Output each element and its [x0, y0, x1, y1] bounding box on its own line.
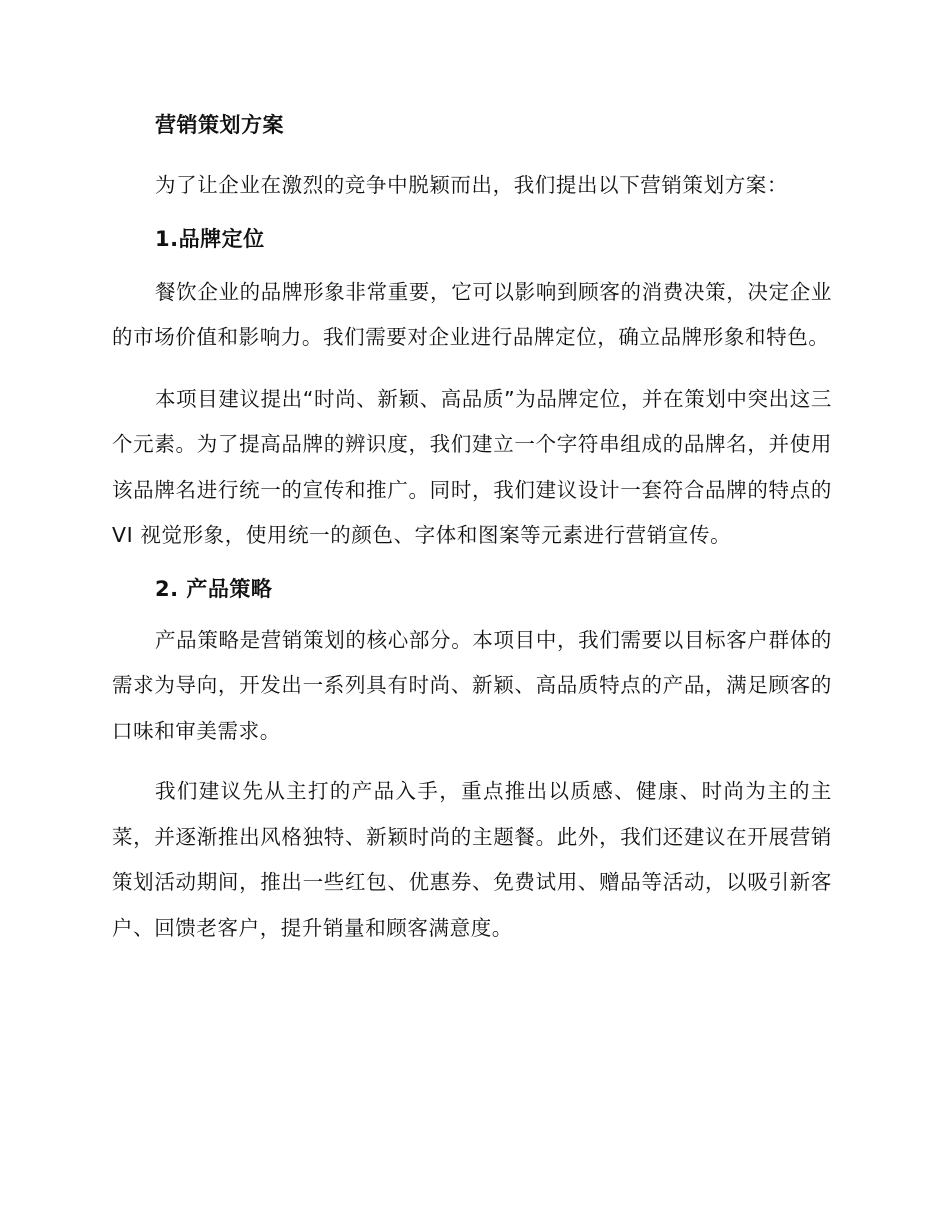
product-paragraph-1: 产品策略是营销策划的核心部分。本项目中，我们需要以目标客户群体的需求为导向，开发出一系列具有时尚、新颖、高品质特点的产品，满足顾客的口味和审美需求。 — [112, 627, 832, 743]
document-body — [112, 110, 832, 951]
brand-paragraph-2: 本项目建议提出“时尚、新颖、高品质”为品牌定位，并在策划中突出这三个元素。为了提高品牌的辨识度，我们建立一个字符串组成的品牌名，并使用该品牌名进行统一的宣传和推广。同时，我们建议设计一套符合品牌的特点的 VI 视觉形象，使用统一的颜色、字体和图案等元素进行营销宣传。 — [112, 386, 832, 547]
product-paragraph-2: 我们建议先从主打的产品入手，重点推出以质感、健康、时尚为主的主菜，并逐渐推出风格独特、新颖时尚的主题餐。此外，我们还建议在开展营销策划活动期间，推出一些红包、优惠券、免费试用、赠品等活动，以吸引新客户、回馈老客户，提升销量和顾客满意度。 — [112, 779, 832, 940]
document-title: 营销策划方案 — [155, 113, 284, 137]
section-heading-brand-positioning: 1.品牌定位 — [155, 226, 265, 251]
intro-paragraph: 为了让企业在激烈的竞争中脱颖而出，我们提出以下营销策划方案： — [155, 173, 788, 197]
brand-paragraph-1: 餐饮企业的品牌形象非常重要，它可以影响到顾客的消费决策，决定企业的市场价值和影响力。我们需要对企业进行品牌定位，确立品牌形象和特色。 — [112, 279, 832, 349]
section-heading-product-strategy: 2. 产品策略 — [155, 576, 273, 601]
